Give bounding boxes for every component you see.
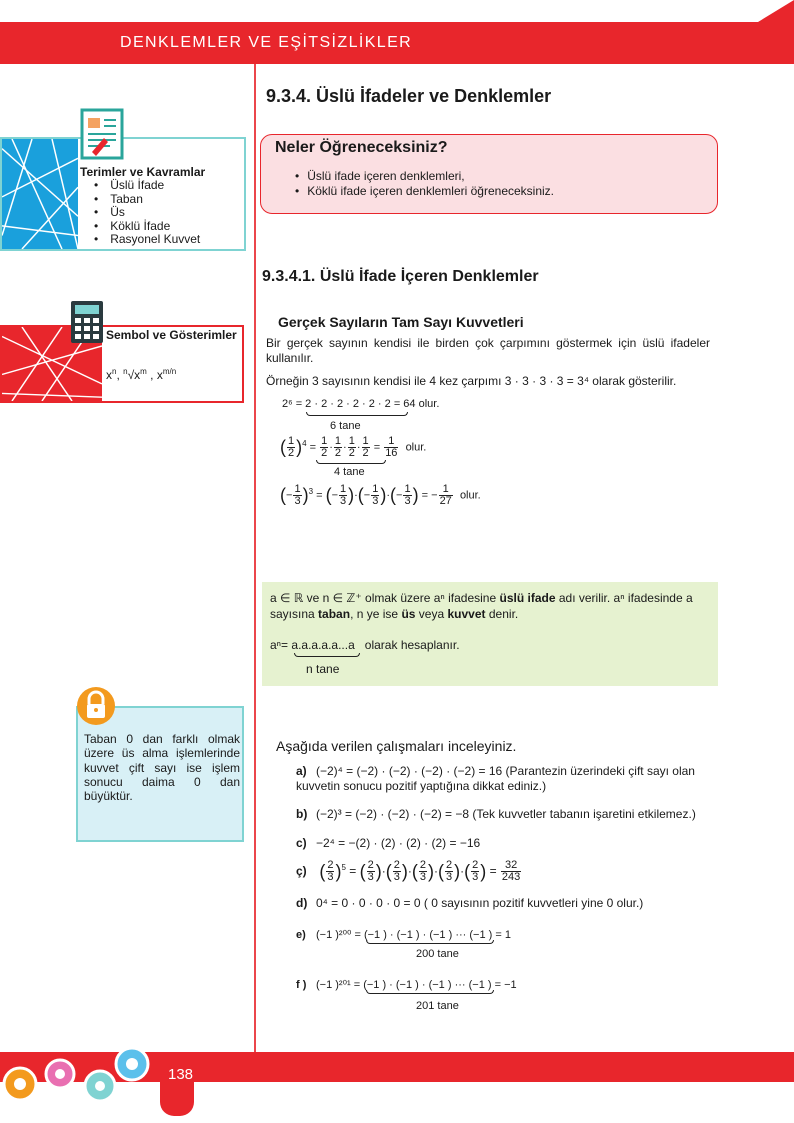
subsection-title: 9.3.4.1. Üslü İfade İçeren Denklemler bbox=[262, 268, 539, 285]
page-number: 138 bbox=[168, 1066, 194, 1083]
example-text: (−1 )²⁰⁰ = (−1 ) · (−1 ) · (−1 ) ··· (−1 ) = 1 bbox=[316, 929, 511, 941]
term-item: • Köklü İfade bbox=[94, 220, 200, 234]
example-label: d) bbox=[296, 896, 308, 910]
definition-term: üslü ifade bbox=[499, 591, 556, 605]
equation-tail: olur. bbox=[459, 489, 481, 502]
learning-goal-item: • Üslü ifade içeren denklemleri, bbox=[309, 169, 554, 184]
chapter-header bbox=[0, 22, 794, 64]
example-label: c) bbox=[296, 836, 307, 850]
example-label: e) bbox=[296, 929, 306, 941]
intro-paragraph: Bir gerçek sayının kendisi ile birden çok çarpımını göstermek için üslü ifadeler kullanılır. bbox=[266, 336, 710, 365]
definition-part: adı verilir. aⁿ ifadesinde a sayısına bbox=[270, 591, 693, 621]
example-count-label: 200 tane bbox=[416, 948, 459, 960]
example-label: f ) bbox=[296, 979, 307, 991]
term-item: • Üs bbox=[94, 206, 200, 220]
underbrace bbox=[306, 412, 408, 416]
lock-icon bbox=[76, 686, 116, 726]
equation-count-label: 6 tane bbox=[330, 420, 361, 432]
definition-formula bbox=[270, 638, 460, 652]
example-text: 0⁴ = 0 · 0 · 0 · 0 = 0 ( 0 sayısının pozitif kuvvetleri yine 0 olur.) bbox=[316, 896, 644, 910]
example-a bbox=[296, 764, 716, 794]
terms-title: Terimler ve Kavramlar bbox=[80, 165, 206, 179]
underbrace bbox=[294, 653, 360, 657]
symbols-notation: $x^n$, $^n√x^m$ , $x^{m/n}$ bbox=[106, 367, 177, 382]
term-item: • Üslü İfade bbox=[94, 179, 200, 193]
formula-text: aⁿ= a.a.a.a.a...a bbox=[270, 638, 355, 652]
example-d bbox=[296, 896, 643, 911]
example-paragraph: Örneğin 3 sayısının kendisi ile 4 kez çarpımı 3 · 3 · 3 · 3 = 3⁴ olarak gösterilir. bbox=[266, 374, 677, 388]
formula-tail: olarak hesaplanır. bbox=[364, 638, 460, 652]
definition-text bbox=[270, 590, 714, 622]
formula-count-label: n tane bbox=[306, 662, 340, 676]
underbrace bbox=[366, 940, 494, 944]
symbols-title: Sembol ve Gösterimler bbox=[106, 328, 237, 342]
column-divider bbox=[254, 64, 256, 1054]
example-cc: ç) ( $\frac{2}{3}$ )$^5$ = ( $\frac{2}{3}$ )·( $\frac{2}{3}$ )·( $\frac{2}{3}$ )·( $\frac{2}{3}$ )·( $\frac{2}{3}$ ) = $\frac{32}{243}$ bbox=[296, 859, 521, 884]
subsubsection-title: Gerçek Sayıların Tam Sayı Kuvvetleri bbox=[278, 314, 524, 330]
equation-count-label: 4 tane bbox=[334, 466, 365, 478]
example-b bbox=[296, 807, 696, 822]
equation-half-power: ( $\frac{1}{2}$ )$^4$ = $\frac{1}{2}$ · $\frac{1}{2}$ · $\frac{1}{2}$ · $\frac{1}{2}$ = $\frac{1}{16}$ olur. bbox=[280, 435, 427, 459]
document-icon bbox=[80, 108, 124, 160]
definition-term: taban bbox=[318, 607, 351, 621]
term-item: • Rasyonel Kuvvet bbox=[94, 233, 200, 247]
example-count-label: 201 tane bbox=[416, 1000, 459, 1012]
terms-list bbox=[94, 179, 200, 247]
section-title: 9.3.4. Üslü İfadeler ve Denklemler bbox=[266, 86, 552, 106]
equation-tail: olur. bbox=[405, 441, 427, 454]
example-text: (−1 )²⁰¹ = (−1 ) · (−1 ) · (−1 ) ··· (−1 ) = −1 bbox=[316, 979, 517, 991]
example-c bbox=[296, 836, 480, 851]
equation-power-of-two: 2⁶ = 2 · 2 · 2 · 2 · 2 · 2 = 64 olur. bbox=[282, 398, 440, 410]
geometric-pattern bbox=[2, 139, 78, 249]
example-text: (−2)⁴ = (−2) · (−2) · (−2) · (−2) = 16 (Parantezin üzerindeki çift sayı olan kuvvetin sonucu pozitif yaptığına dikkat ediniz.) bbox=[296, 764, 695, 793]
gears-decoration-icon bbox=[0, 1040, 160, 1104]
learning-goals-box bbox=[260, 134, 718, 214]
calculator-icon bbox=[70, 300, 104, 344]
symbols-box bbox=[0, 325, 244, 403]
definition-term: kuvvet bbox=[447, 607, 486, 621]
exercise-intro: Aşağıda verilen çalışmaları inceleyiniz. bbox=[276, 738, 517, 754]
underbrace bbox=[366, 990, 494, 994]
definition-part: veya bbox=[418, 607, 445, 621]
underbrace bbox=[316, 460, 386, 464]
note-box bbox=[76, 706, 244, 842]
example-label: b) bbox=[296, 807, 308, 821]
example-text: −2⁴ = −(2) · (2) · (2) · (2) = −16 bbox=[316, 836, 481, 850]
definition-part: , n ye ise bbox=[350, 607, 399, 621]
definition-part: denir. bbox=[488, 607, 519, 621]
example-label: a) bbox=[296, 764, 307, 778]
term-item: • Taban bbox=[94, 193, 200, 207]
page-number-tab bbox=[160, 1052, 194, 1116]
learning-goal-item: • Köklü ifade içeren denklemleri öğreneceksiniz. bbox=[309, 184, 554, 199]
definition-part: a ∈ ℝ ve n ∈ ℤ⁺ olmak üzere aⁿ ifadesine bbox=[270, 591, 497, 605]
chapter-title: DENKLEMLER VE EŞİTSİZLİKLER bbox=[120, 34, 413, 51]
example-text: (−2)³ = (−2) · (−2) · (−2) = −8 (Tek kuvvetler tabanın işaretini etkilemez.) bbox=[316, 807, 696, 821]
learning-goals-title: Neler Öğreneceksiniz? bbox=[275, 139, 448, 156]
learning-goals-list bbox=[309, 169, 554, 199]
equation-third-power: (− $\frac{1}{3}$ )$^3$ = (− $\frac{1}{3}$ )·(− $\frac{1}{3}$ )·(− $\frac{1}{3}$ ) = − $\frac{1}{27}$ olur. bbox=[280, 483, 481, 507]
note-text: Taban 0 dan farklı olmak üzere üs alma işlemlerinde kuvvet çift sayı ise işlem sonucu daima 0 dan büyüktür. bbox=[84, 732, 240, 804]
definition-term: üs bbox=[401, 607, 416, 621]
example-label: ç) bbox=[296, 864, 307, 878]
corner-arrow-icon bbox=[748, 0, 794, 22]
definition-box bbox=[262, 582, 718, 686]
